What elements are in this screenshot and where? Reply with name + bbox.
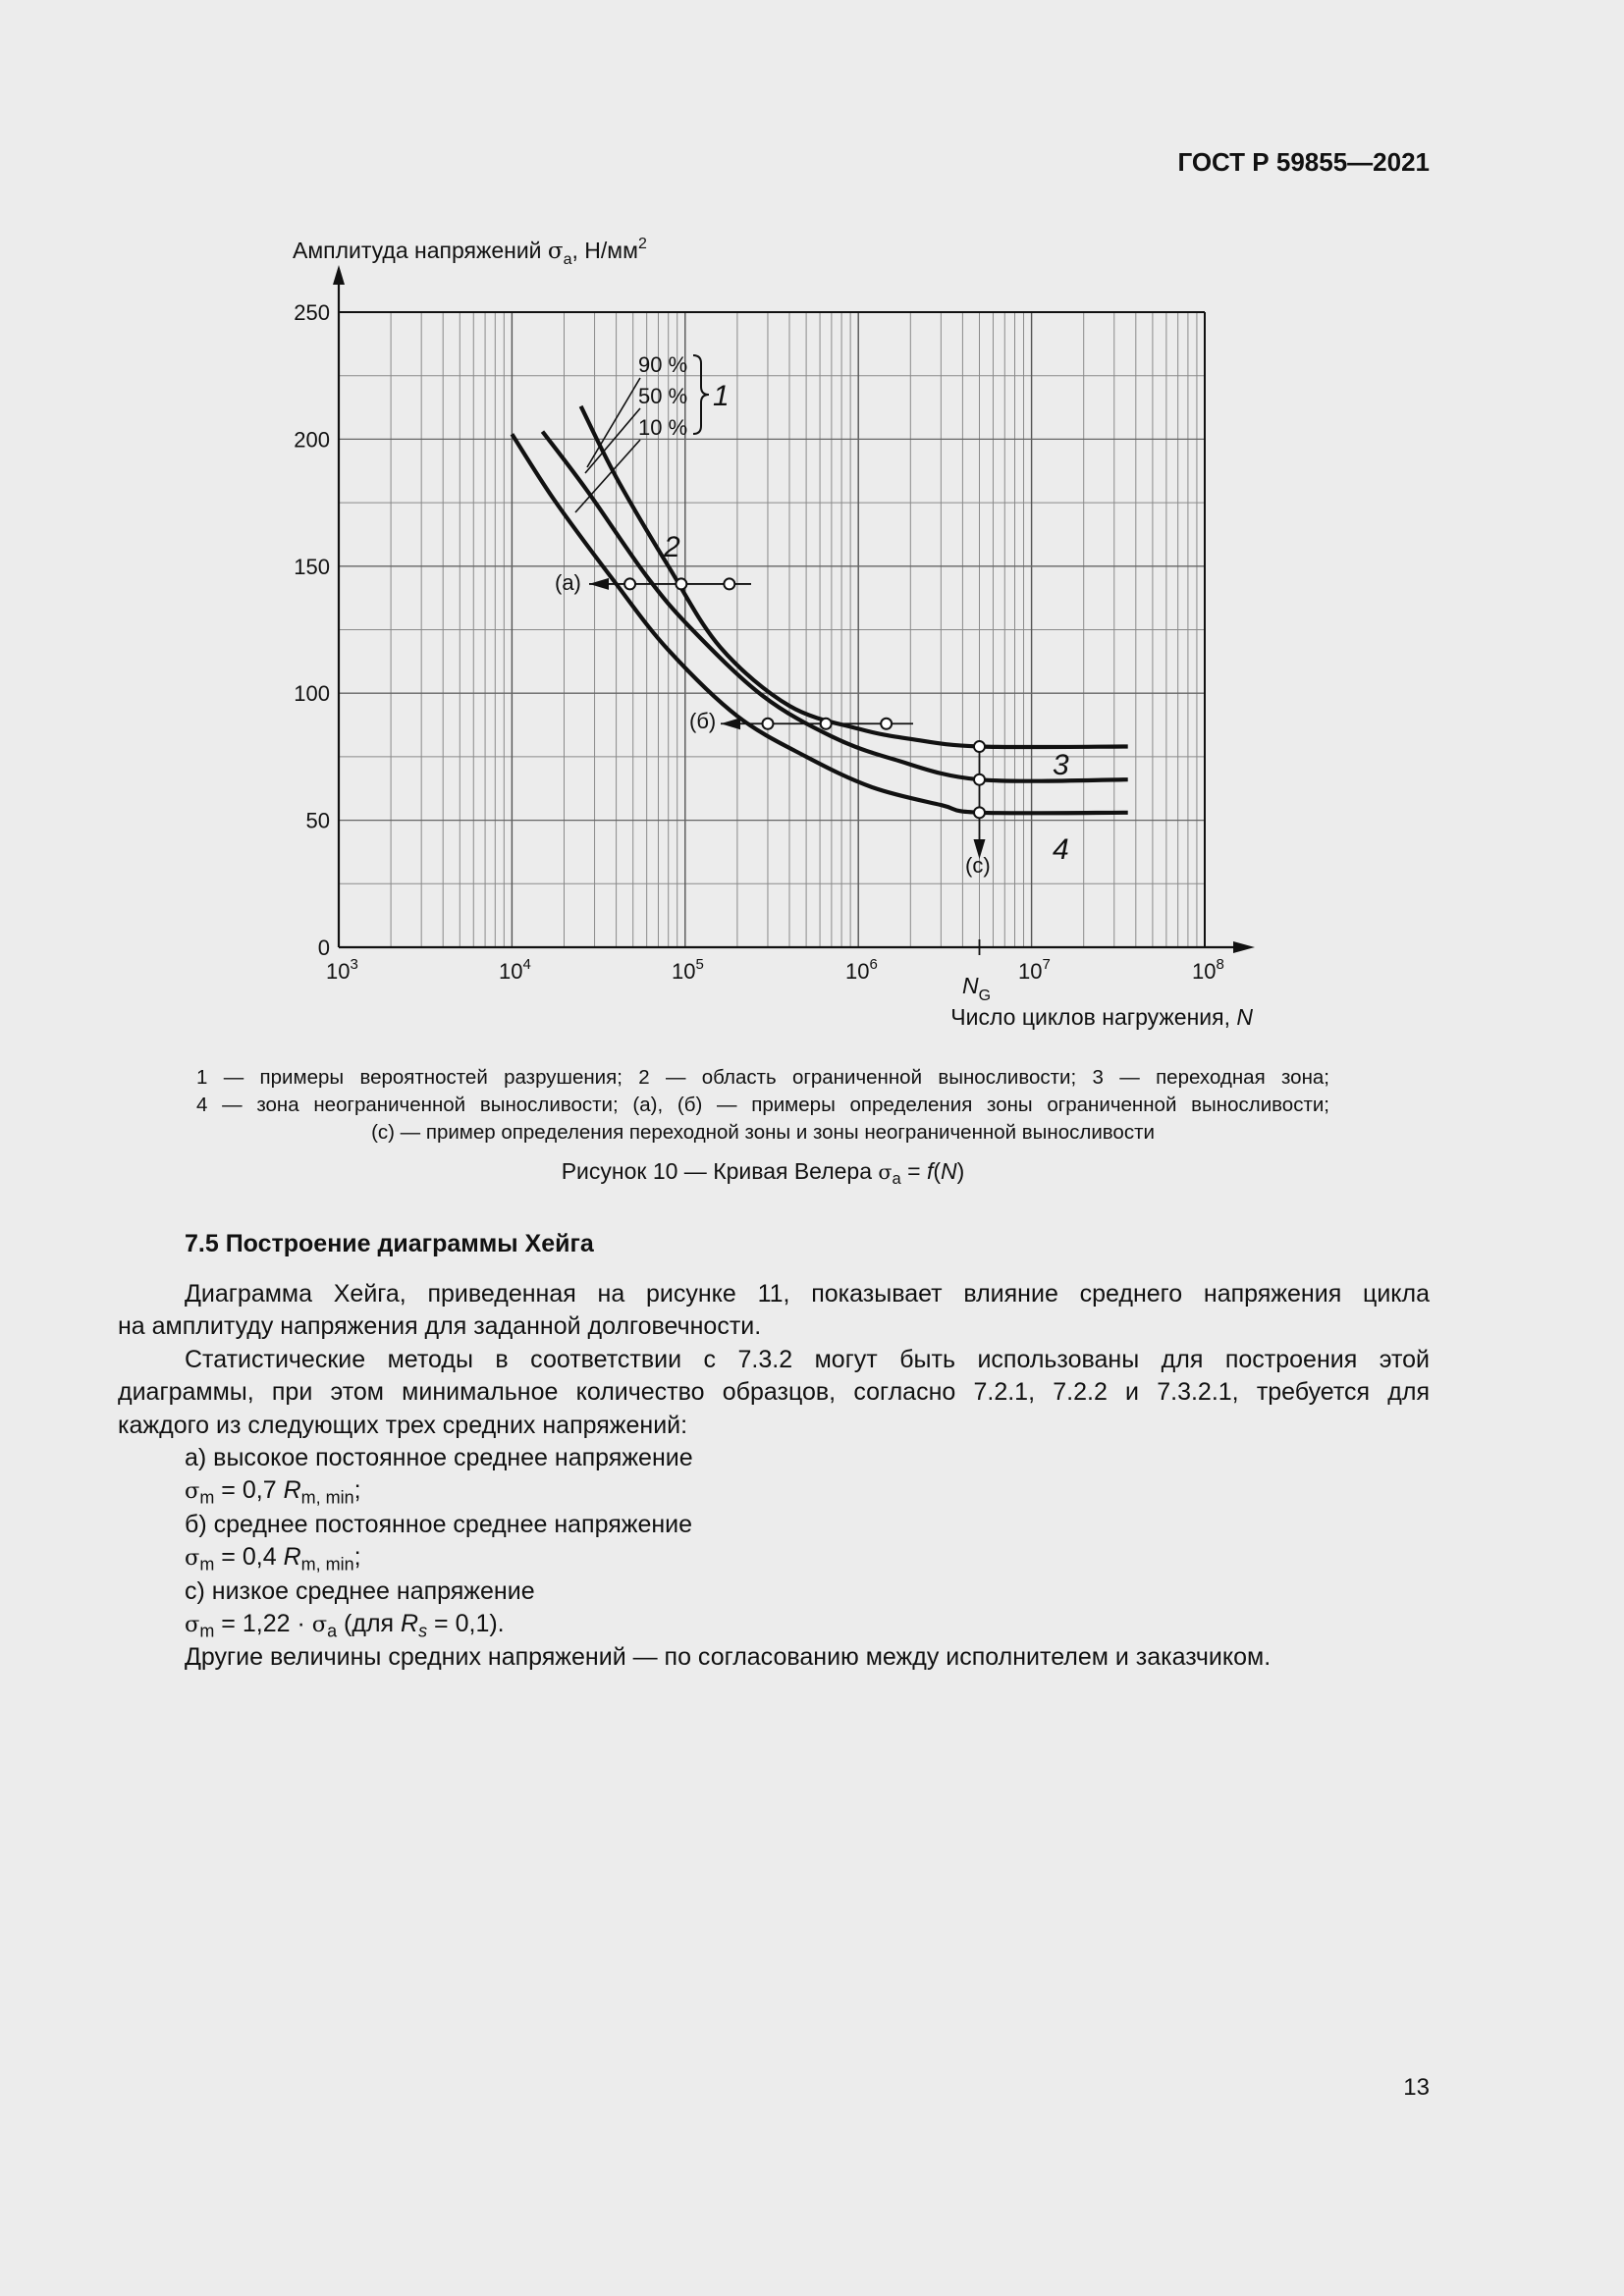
section-title: 7.5 Построение диаграммы Хейга [185, 1230, 594, 1257]
x-tick-label: $10^8$ [1192, 956, 1224, 984]
label-3: 3 [1053, 749, 1069, 781]
figure-caption: Рисунок 10 — Кривая Велера $\sigma_a = f(N)$ [561, 1158, 965, 1188]
x-tick-label: $10^7$ [1018, 956, 1051, 984]
legend-line: 1 — примеры вероятностей разрушения; 2 — область ограниченной выносливости; 3 — переходная зона; [196, 1066, 1329, 1089]
figure-legend [196, 1064, 1329, 1147]
guide-arrow-b [721, 718, 740, 729]
y-axis-arrow [333, 265, 345, 285]
data-marker [974, 807, 985, 818]
document-code: ГОСТ Р 59855—2021 [1177, 147, 1430, 177]
data-marker [974, 741, 985, 752]
paragraph-line: каждого из следующих трех средних напряжений: [118, 1411, 688, 1439]
body-text [118, 1278, 1430, 1675]
chart-minor-grid [339, 312, 1205, 947]
data-marker [624, 578, 635, 589]
label-90-percent: 90 % [638, 352, 688, 377]
y-tick-label: 100 [294, 681, 330, 707]
x-tick-label: $10^5$ [672, 956, 704, 984]
ng-label: $N_G$ [962, 973, 992, 1004]
y-tick-label: 200 [294, 427, 330, 453]
equation-c: $\sigma_m = 1,22 \cdot \sigma_a$ (для $R_s = 0,1$). [185, 1610, 505, 1641]
chart-guides [589, 578, 985, 955]
legend-line: 4 — зона неограниченной выносливости; (а), (б) — примеры определения зоны ограниченной выносливости; [196, 1094, 1329, 1116]
label-1: 1 [713, 380, 730, 412]
data-marker [974, 774, 985, 785]
label-2: 2 [664, 531, 680, 563]
paragraph-line: на амплитуду напряжения для заданной долговечности. [118, 1312, 762, 1341]
data-marker [676, 578, 686, 589]
list-item-b: б) среднее постоянное среднее напряжение [185, 1510, 693, 1538]
data-marker [881, 719, 892, 729]
x-axis-title: Число циклов нагружения, N [950, 1004, 1253, 1030]
equation-b: $\sigma_m = 0,4$ $R_{m, min}$; [185, 1543, 361, 1575]
data-marker [762, 719, 773, 729]
curve-50-percent [543, 432, 1128, 781]
x-tick-label: $10^4$ [499, 956, 531, 984]
label-c: (с) [965, 853, 991, 878]
equation-a: $\sigma_m = 0,7$ $R_{m, min}$; [185, 1476, 361, 1508]
x-tick-label: $10^3$ [326, 956, 358, 984]
paragraph-line: Другие величины средних напряжений — по согласованию между исполнителем и заказчиком. [185, 1643, 1272, 1672]
paragraph-line: диаграммы, при этом минимальное количество образцов, согласно 7.2.1, 7.2.2 и 7.3.2.1, требуется для [118, 1378, 1430, 1407]
y-tick-label: 0 [317, 935, 330, 960]
y-tick-label: 250 [294, 300, 330, 325]
x-tick-label: $10^6$ [845, 956, 878, 984]
label-10-percent: 10 % [638, 415, 688, 440]
woehler-chart [0, 0, 1624, 1060]
label-4: 4 [1053, 833, 1069, 866]
page-number: 13 [1403, 2074, 1430, 2101]
label-50-percent: 50 % [638, 384, 688, 408]
y-axis-title: Амплитуда напряжений $\sigma_a$, $Н/мм^2$ [293, 236, 647, 268]
data-marker [724, 578, 734, 589]
legend-line: (с) — пример определения переходной зоны и зоны неограниченной выносливости [371, 1121, 1155, 1144]
label-b: (б) [689, 709, 717, 733]
y-tick-label: 150 [294, 554, 330, 579]
leader-50 [585, 408, 640, 473]
data-marker [821, 719, 832, 729]
leader-90 [587, 378, 640, 467]
list-item-a: а) высокое постоянное среднее напряжение [185, 1444, 693, 1472]
paragraph-line: Диаграмма Хейга, приведенная на рисунке 11, показывает влияние среднего напряжения цикла [185, 1280, 1430, 1308]
x-axis-arrow [1233, 941, 1255, 953]
curve-90-percent [581, 406, 1128, 747]
probability-brace [693, 355, 709, 434]
list-item-c: с) низкое среднее напряжение [185, 1576, 535, 1605]
y-tick-label: 50 [305, 808, 330, 833]
paragraph-line: Статистические методы в соответствии с 7.3.2 могут быть использованы для построения этой [185, 1345, 1430, 1373]
label-a: (а) [555, 570, 581, 595]
guide-arrow-a [589, 578, 609, 590]
